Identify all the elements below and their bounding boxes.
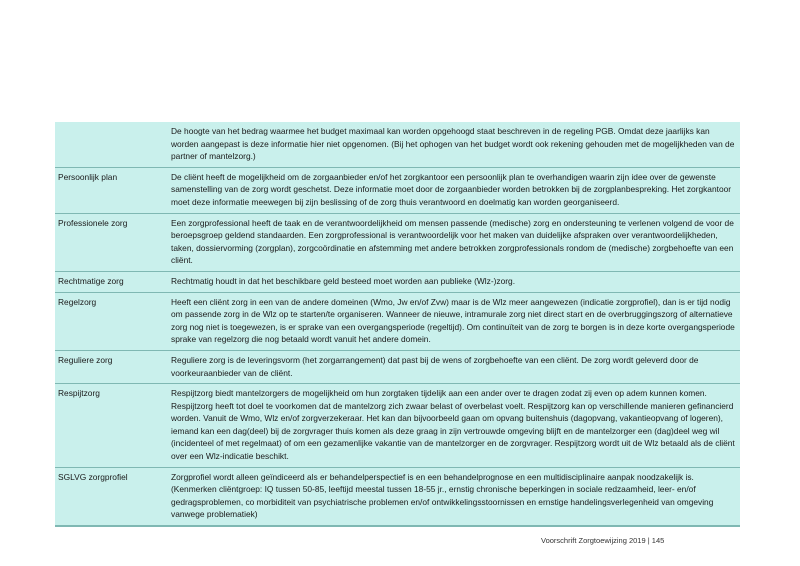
document-title: Voorschrift Zorgtoewijzing 2019 [541,536,646,545]
definition: Heeft een cliënt zorg in een van de andere domeinen (Wmo, Jw en/of Zvw) maar is de Wlz meer aangewezen (indicatie zorgprofiel), dan is er tijd nodig om passende zorg in de Wlz op te starten/te organiseren. Wanneer de nieuwe, intramurale zorg niet direct start en de overbruggingszorg of alternatieve zorg nog niet is toegewezen, is er sprake van een overgangsperiode (regeltijd). Om continuïteit van de zorg te borgen is in deze korte overgangsperiode sprake van regelzorg die nog betaald wordt vanuit het andere domein. [167,292,740,350]
definition: De hoogte van het bedrag waarmee het budget maximaal kan worden opgehoogd staat beschreven in de regeling PGB. Omdat deze jaarlijks kan worden aangepast is deze informatie hier niet opgenomen. (Bij het ophogen van het budget wordt ook rekening gehouden met de mogelijkheden van de partner of mantelzorg.) [167,122,740,167]
definition: De cliënt heeft de mogelijkheid om de zorgaanbieder en/of het zorgkantoor een persoonlijk plan te overhandigen waarin zijn idee over de gewenste samenstelling van de zorg wordt geschetst. Deze informatie moet door de zorgaanbieder worden betrokken bij de zorgplanbespreking. Het zorgkantoor moet deze informatie meewegen bij zijn beslissing of de zorg thuis verantwoord en doelmatig kan worden georganiseerd. [167,167,740,213]
term: Rechtmatige zorg [55,271,167,292]
definition: Zorgprofiel wordt alleen geïndiceerd als er behandelperspectief is en een behandelprognose en een multidisciplinaire aanpak noodzakelijk is. (Kenmerken cliëntgroep: IQ tussen 50-85, leeftijd meestal tussen 18-55 jr., ernstig chronische beperkingen in sociale redzaamheid, leer- en/of gedragsproblemen, co morbiditeit van psychiatrische problemen en/of ontwikkelingsstoornissen en ernstige handelingsverlegenheid van omgeving vanwege problematiek) [167,467,740,526]
term: Reguliere zorg [55,350,167,383]
table-row [55,167,740,213]
definition: Reguliere zorg is de leveringsvorm (het zorgarrangement) dat past bij de wens of zorgbehoefte van een cliënt. De zorg wordt geleverd door de voorkeuraanbieder van de cliënt. [167,350,740,383]
term: SGLVG zorgprofiel [55,467,167,526]
definition: Rechtmatig houdt in dat het beschikbare geld besteed moet worden aan publieke (Wlz-)zorg. [167,271,740,292]
definitions-table [55,122,740,527]
term: Regelzorg [55,292,167,350]
page-footer [541,536,664,545]
table-row [55,292,740,350]
table-row [55,350,740,383]
table-row [55,271,740,292]
table-row [55,122,740,167]
term: Respijtzorg [55,384,167,468]
definition: Respijtzorg biedt mantelzorgers de mogelijkheid om hun zorgtaken tijdelijk aan een ander over te dragen zodat zij even op adem kunnen komen. Respijtzorg heeft tot doel te voorkomen dat de mantelzorg zich zwaar belast of overbelast voelt. Respijtzorg kan op verschillende manieren gefinancierd worden. Vanuit de Wmo, Wlz en/of zorgverzekeraar. Het kan dan bijvoorbeeld gaan om opvang buitenshuis (dagopvang, vakantieopvang of logeren), iemand kan een dag(deel) bij de zorgvrager thuis komen als deze graag in zijn vertrouwde omgeving blijft en de mantelzorger een (dag)deel weg wil (incidenteel of met regelmaat) of om een gezamenlijke vakantie van de mantelzorger en de zorgvrager. Respijtzorg wordt uit de Wlz betaald als de cliënt over een Wlz-indicatie beschikt. [167,384,740,468]
term: Persoonlijk plan [55,167,167,213]
page-number: 145 [651,536,665,545]
term [55,122,167,167]
table-row [55,467,740,526]
table-row [55,213,740,271]
definition: Een zorgprofessional heeft de taak en de verantwoordelijkheid om mensen passende (medische) zorg en ondersteuning te verlenen volgend de voor de beroepsgroep geldend standaarden. Een zorgprofessional is verantwoordelijk voor het maken van duidelijke afspraken over verantwoordelijkheden, taken, dossiervorming (zorgplan), zorgcoördinatie en afstemming met andere betrokken zorgprofessionals rondom de (medische) zorgbehoefte van een cliënt. [167,213,740,271]
footer-separator: | [647,536,650,545]
table-row [55,384,740,468]
term: Professionele zorg [55,213,167,271]
